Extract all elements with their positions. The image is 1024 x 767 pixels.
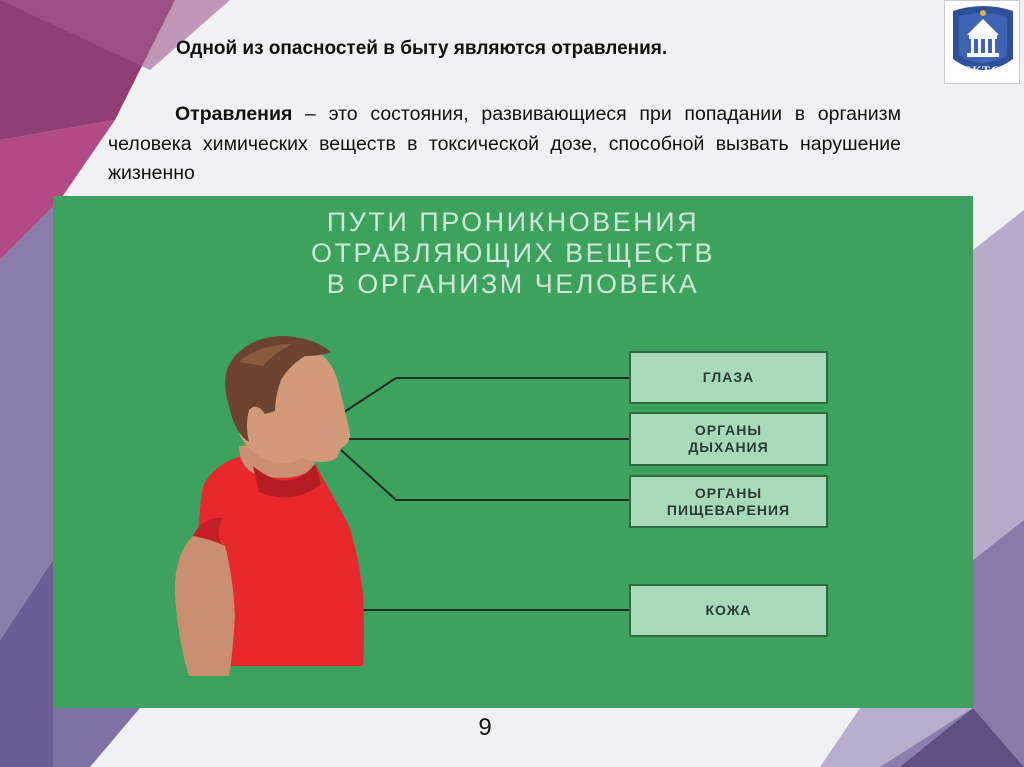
route-box-digestive: ОРГАНЫ ПИЩЕВАРЕНИЯ [629,475,828,528]
connector-eyes [335,378,629,418]
definition-term: Отравления [175,103,293,125]
poisoning-routes-diagram [53,196,973,708]
definition-paragraph [108,100,901,196]
logo-text: ЕКТС [963,63,1001,77]
slide-heading: Одной из опасностей в быту являются отравления. [176,38,668,59]
route-box-skin: КОЖА [629,584,828,637]
route-lines-and-figure [53,196,973,708]
diagram-title-line: ПУТИ ПРОНИКНОВЕНИЯ [326,207,700,237]
person-figure-icon [175,336,364,676]
diagram-title-line: ОТРАВЛЯЮЩИХ ВЕЩЕСТВ [310,238,716,268]
diagram-title-line: В ОРГАНИЗМ ЧЕЛОВЕКА [326,269,700,299]
definition-text: – это состояния, развивающиеся при попадании в организм человека химических веществ в токсической дозе, способной вызвать нарушение жизненно [108,103,901,184]
route-box-eyes: ГЛАЗА [629,351,828,404]
connector-digestive [341,450,629,500]
page-number: 9 [478,714,492,741]
route-box-respiratory: ОРГАНЫ ДЫХАНИЯ [629,412,828,466]
college-logo [944,0,1020,84]
